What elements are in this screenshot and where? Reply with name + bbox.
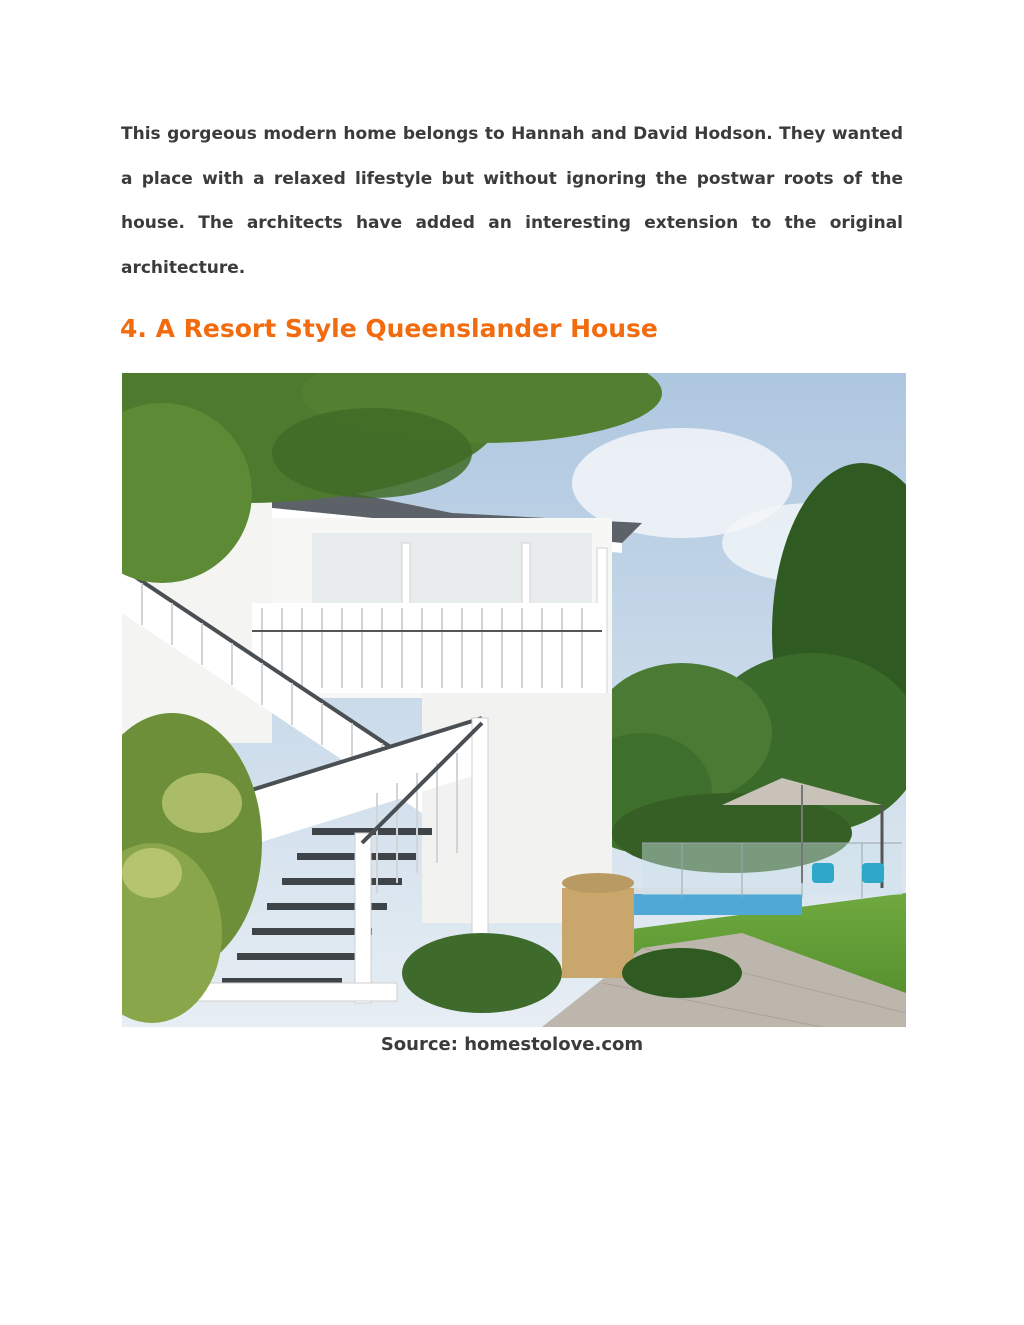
image-caption: Source: homestolove.com (380, 1034, 644, 1055)
intro-paragraph: This gorgeous modern home belongs to Hannah and David Hodson. They wanted a place with a relaxed lifestyle but without ignoring the postwar roots of the house. The architects have added an interesting extension to the original architecture. (121, 124, 903, 278)
queenslander-house-photo (122, 373, 906, 1027)
section-heading: 4. A Resort Style Queenslander House (120, 314, 658, 343)
